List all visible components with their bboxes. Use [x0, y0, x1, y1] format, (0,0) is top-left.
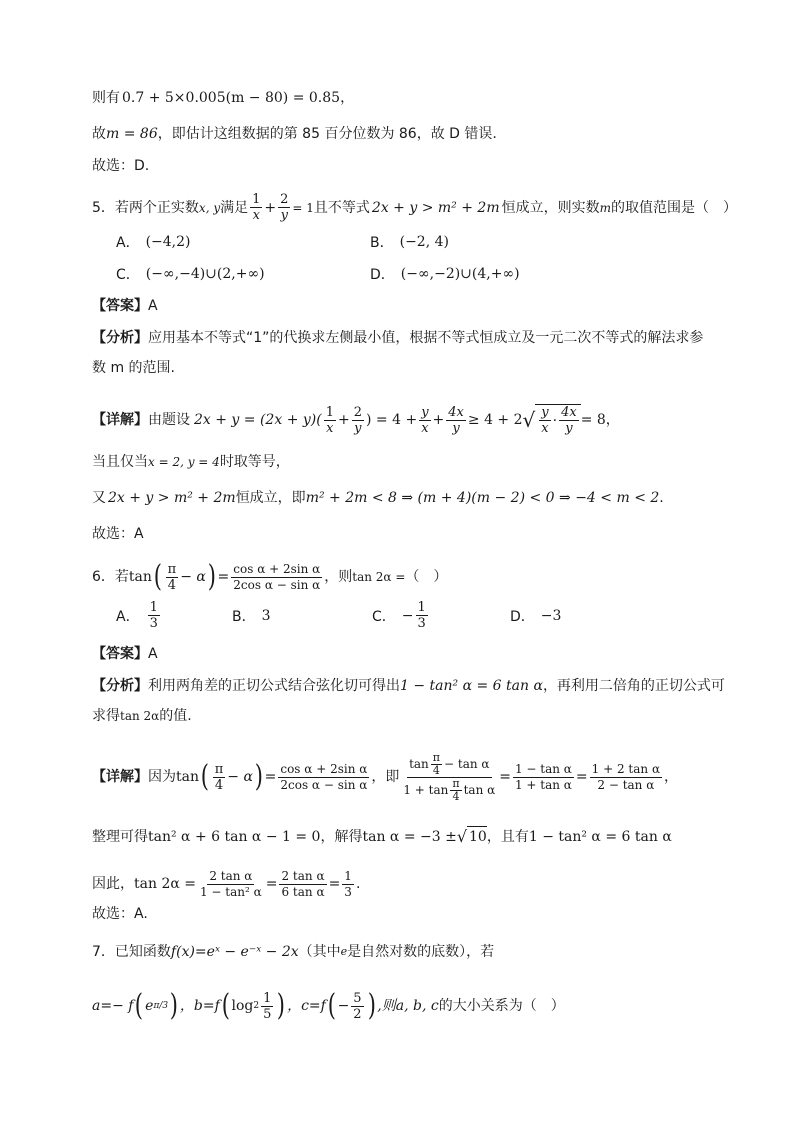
q6-analysis: 【分析】 利用两角差的正切公式结合弦化切可得出 1 − tan² α = 6 tan α ，再利用二倍角的正切公式可 — [92, 678, 725, 694]
option-d: D． (−∞,−2)∪(4,+∞) — [370, 266, 520, 283]
option-a: A． (−4,2) — [116, 234, 191, 251]
q6-option-b: B． 3 — [232, 608, 271, 625]
q5-detail: 【详解】 由题设 2x + y = (2x + y)( $\frac{1}{x}$ + $\frac{2}{y}$ ) = 4 + $\frac{y}{x}$ + $\frac{4x}{y}$ ≥ 4 + 2 √ $\frac{y}{x}$ · $\frac{4x}{y}$ = 8 ， — [92, 404, 620, 436]
text: 且不等式 — [313, 199, 370, 216]
question-7-definitions: a=− f ( e π/3 ) ，b=f ( log 2 $\frac{1}{5}$ ) ，c=f ( − $\frac{5}{2}$ ) ,则a, b, c 的大小关系为（ ） — [92, 988, 565, 1023]
text: 满足 — [220, 199, 249, 216]
math-var: m — [599, 200, 611, 215]
text: 则有 — [92, 90, 120, 106]
q5-equality-condition: 当且仅当 x = 2, y = 4 时取等号， — [92, 454, 290, 470]
text: 故 — [92, 126, 106, 142]
text: 故选：D. — [92, 158, 150, 174]
q6-selection: 故选：A. — [92, 906, 148, 922]
math-expression: = 1 — [292, 200, 314, 215]
q5-selection: 故选：A — [92, 526, 144, 542]
q5-answer: 【答案】 A — [92, 298, 158, 314]
option-c: C． (−∞,−4)∪(2,+∞) — [116, 266, 265, 283]
q6-analysis-cont: 求得 tan 2α 的值. — [92, 708, 192, 724]
answer-choice-line — [92, 156, 734, 176]
question-number: 5．若两个正实数 — [92, 199, 199, 216]
option-b: B． (−2, 4) — [370, 234, 449, 251]
math-vars: x, y — [198, 200, 221, 215]
question-7-stem: 7．已知函数 f(x)=eˣ − e⁻ˣ − 2x （其中 e 是自然对数的底数），若 — [92, 944, 495, 960]
square-root: √ $\frac{y}{x}$ · $\frac{4x}{y}$ — [523, 404, 581, 436]
fraction: $\frac{4x}{y}$ — [448, 404, 464, 436]
solution-line-1 — [92, 88, 734, 108]
fraction: $\frac{\text{cos α + 2sin α}}{\text{2cos α − sin α}}$ — [233, 561, 321, 592]
q6-option-c: C． − $\frac{1}{3}$ — [372, 600, 426, 631]
q5-analysis-cont: 数 m 的范围. — [92, 360, 175, 376]
math-expression: 0.7 + 5×0.005(m − 80) = 0.85 — [122, 90, 341, 106]
q6-detail: 【详解】 因为 tan ( $\frac{\pi}{4}$ − α ) = $\frac{\text{cos α + 2sin α}}{\text{2cos α − sin α}}$ ，即 tan $\frac{\pi}{4}$ − tan α 1 + tan $\frac{\pi}{4}$ tan α = $\frac{\text{1 − tan α}}{\text{1 + tan α}}$ = $\frac{\text{1 + 2 tan α}}{\text{2 − tan α}}$ ， — [92, 750, 679, 803]
compound-fraction: tan $\frac{\pi}{4}$ − tan α 1 + tan $\frac{\pi}{4}$ tan α — [403, 750, 496, 803]
fraction: $\frac{1}{x}$ — [252, 192, 261, 223]
question-6-stem: 6．若 tan ( $\frac{\pi}{4}$ − α ) = $\frac{\text{cos α + 2sin α}}{\text{2cos α − sin α}}$ ，则 tan 2α = （ ） — [92, 559, 448, 594]
fraction: $\frac{2}{y}$ — [353, 404, 362, 436]
math-inequality: 2x + y > m² + 2m — [371, 199, 500, 216]
q6-solve-line: 整理可得 tan² α + 6 tan α − 1 = 0 ，解得 tan α = −3 ± √ 10 ，且有 1 − tan² α = 6 tan α — [92, 826, 672, 846]
fraction: $\frac{\pi}{4}$ — [167, 561, 177, 593]
q5-solve-line: 又 2x + y > m² + 2m 恒成立，即 m² + 2m < 8 ⇒ (m + 4)(m − 2) < 0 ⇒ −4 < m < 2 . — [92, 490, 664, 506]
q6-option-d: D． −3 — [510, 608, 562, 625]
q6-answer: 【答案】 A — [92, 646, 158, 662]
q6-option-a: A． $\frac{1}{3}$ — [116, 600, 158, 631]
text: 恒成立，则实数 — [501, 199, 600, 216]
question-5-stem — [92, 192, 737, 223]
text: ，即估计这组数据的第 85 百分位数为 86，故 D 错误. — [157, 126, 497, 142]
text: 的取值范围是（ ） — [611, 199, 737, 216]
plus-sign: + — [264, 199, 277, 216]
fraction: $\frac{y}{x}$ — [421, 404, 429, 436]
q6-result-line: 因此， tan 2α = $\frac{\text{2 tan α}}{\text{1 − tan² α}}$ = $\frac{\text{2 tan α}}{\text{6 tan α}}$ = $\frac{1}{3}$ . — [92, 868, 361, 899]
q5-analysis: 【分析】 应用基本不等式“1”的代换求左侧最小值，根据不等式恒成立及一元二次不等式的解法求参 — [92, 330, 704, 346]
fraction: $\frac{1}{x}$ — [325, 404, 334, 436]
math-expression: m = 86 — [106, 126, 158, 142]
fraction: $\frac{2}{y}$ — [280, 192, 289, 223]
text: ， — [340, 90, 355, 106]
solution-line-2 — [92, 124, 734, 144]
